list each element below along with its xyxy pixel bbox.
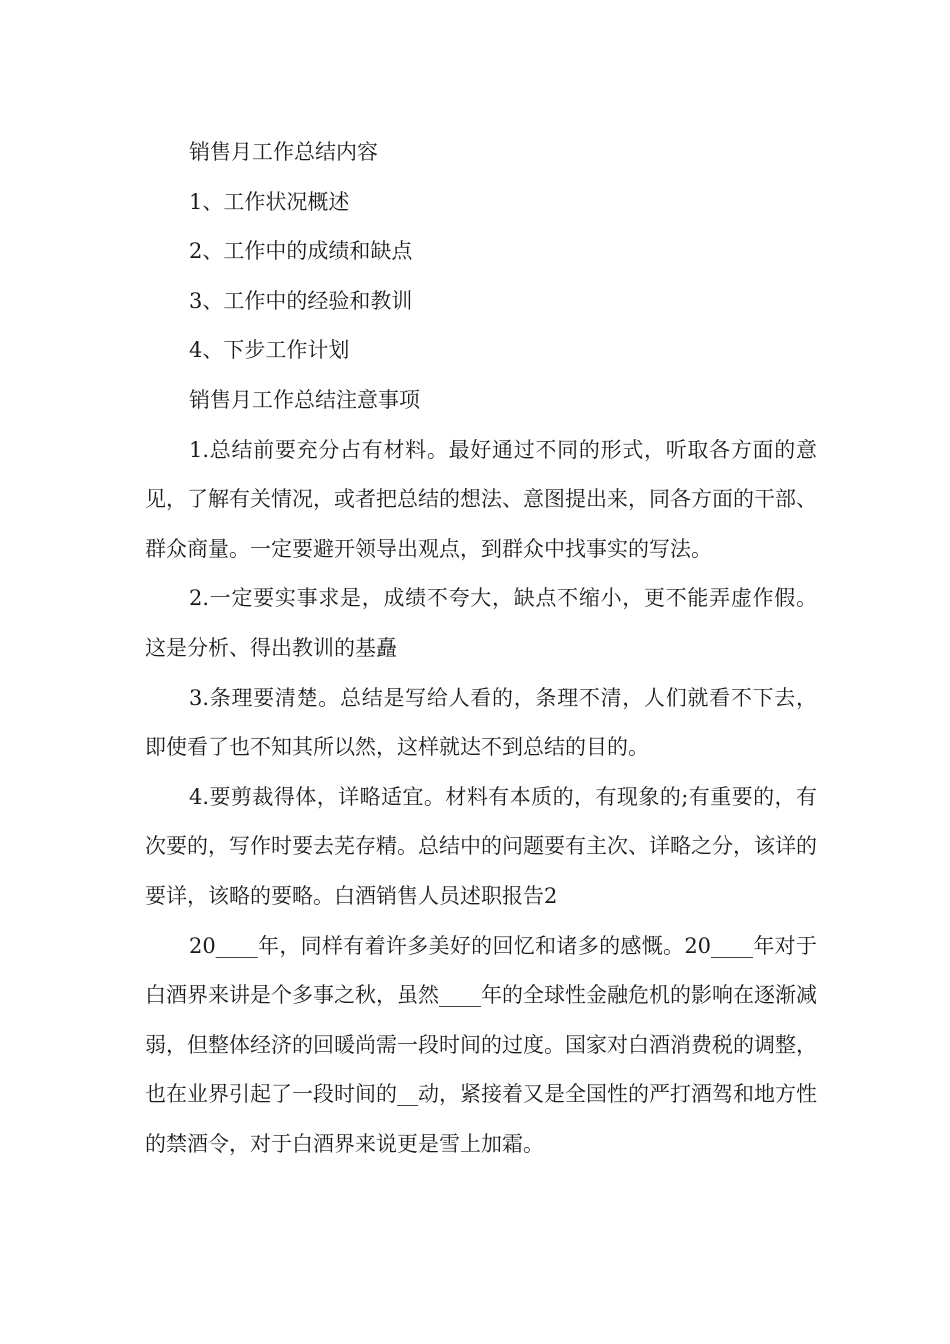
paragraph-note-1: 1.总结前要充分占有材料。最好通过不同的形式，听取各方面的意见，了解有关情况，或者把总结的想法、意图提出来，同各方面的干部、群众商量。一定要避开领导出观点，到群众中找事实的写法。	[145, 437, 817, 561]
paragraph-note-4: 4.要剪裁得体，详略适宜。材料有本质的，有现象的;有重要的，有次要的，写作时要去芜存精。总结中的问题要有主次、详略之分，该详的要详，该略的要略。白酒销售人员述职报告2	[145, 784, 817, 908]
list-item-next-plan: 4、下步工作计划	[189, 338, 350, 363]
heading-notes: 销售月工作总结注意事项	[189, 387, 420, 412]
document-body	[145, 128, 817, 1169]
list-item-overview: 1、工作状况概述	[189, 189, 350, 214]
paragraph-note-2: 2.一定要实事求是，成绩不夸大，缺点不缩小，更不能弄虚作假。这是分析、得出教训的基矗	[145, 586, 817, 660]
list-item-lessons: 3、工作中的经验和教训	[189, 288, 413, 313]
heading-summary-content: 销售月工作总结内容	[189, 140, 378, 164]
list-item-achievements: 2、工作中的成绩和缺点	[189, 239, 413, 264]
paragraph-note-3: 3.条理要清楚。总结是写给人看的，条理不清，人们就看不下去，即使看了也不知其所以然，这样就达不到总结的目的。	[145, 685, 817, 760]
paragraph-report-intro: 20____年，同样有着许多美好的回忆和诸多的感慨。20____年对于白酒界来讲是个多事之秋，虽然____年的全球性金融危机的影响在逐渐减弱，但整体经济的回暖尚需一段时间的过度。国家对白酒消费税的调整，也在业界引起了一段时间的__动，紧接着又是全国性的严打酒驾和地方性的禁酒令，对于白酒界来说更是雪上加霜。	[145, 933, 817, 1156]
